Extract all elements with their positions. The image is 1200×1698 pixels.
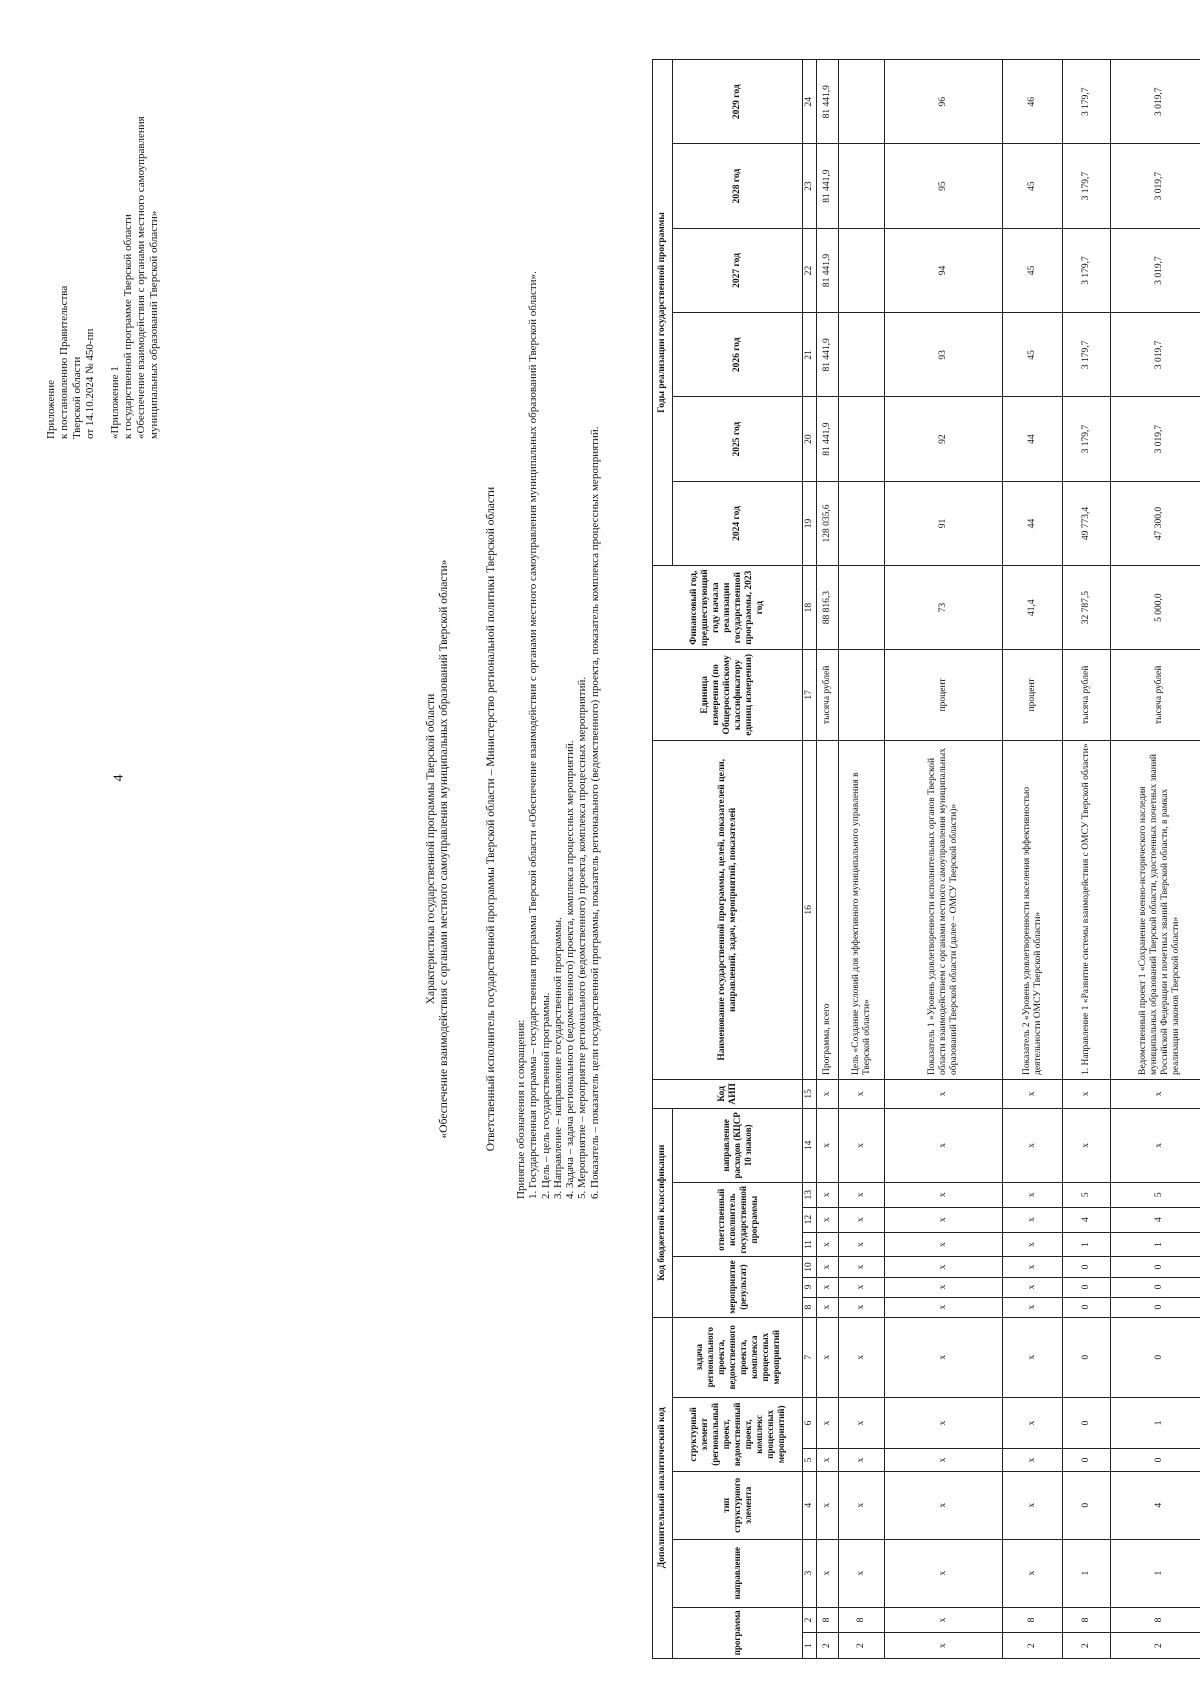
value-cell xyxy=(839,566,885,650)
row-name: 1. Направление 1 «Развитие системы взаимодействия с ОМСУ Тверской области» xyxy=(1063,740,1111,1079)
value-cell: 88 816,3 xyxy=(817,566,839,650)
code-cell: х xyxy=(1003,1317,1063,1397)
code-cell: 1 xyxy=(1063,1232,1111,1257)
code-cell: 2 xyxy=(839,1633,885,1659)
column-number: 13 xyxy=(803,1182,817,1207)
code-cell: х xyxy=(885,1257,1003,1277)
header-2029: 2029 год xyxy=(673,60,803,144)
code-cell: х xyxy=(1003,1182,1063,1207)
code-cell: х xyxy=(817,1397,839,1448)
abbreviations xyxy=(515,0,601,1199)
column-number: 21 xyxy=(803,313,817,397)
value-cell: 41,4 xyxy=(1003,566,1063,650)
column-number: 16 xyxy=(803,740,817,1079)
code-cell: х xyxy=(839,1257,885,1277)
page-number: 4 xyxy=(111,774,127,782)
note-line: от 14.10.2024 № 450-пп xyxy=(84,328,96,439)
code-cell: х xyxy=(839,1207,885,1232)
code-cell: х xyxy=(885,1108,1003,1182)
code-cell: х xyxy=(839,1232,885,1257)
code-cell: х xyxy=(885,1633,1003,1659)
header-fin-year: Финансовый год, предшествующий году начала реализации государственной программы, 2023 год xyxy=(653,566,803,650)
code-cell: 0 xyxy=(1111,1277,1200,1297)
column-number: 7 xyxy=(803,1317,817,1397)
column-number: 15 xyxy=(803,1080,817,1109)
header-direction: направление xyxy=(673,1539,803,1607)
header-unit: Единица измерения (по Общероссийскому классификатору единиц измерения) xyxy=(653,650,803,741)
code-cell: 0 xyxy=(1111,1449,1200,1472)
column-number: 4 xyxy=(803,1471,817,1539)
header-2028: 2028 год xyxy=(673,144,803,228)
row-unit: процент xyxy=(885,650,1003,741)
column-number: 23 xyxy=(803,144,817,228)
code-cell: х xyxy=(817,1108,839,1182)
code-cell: 8 xyxy=(1003,1607,1063,1633)
code-cell: х xyxy=(885,1182,1003,1207)
header-2024: 2024 год xyxy=(673,481,803,565)
column-number: 20 xyxy=(803,397,817,481)
header-type: тип структурного элемента xyxy=(673,1471,803,1539)
code-cell: 5 xyxy=(1063,1182,1111,1207)
code-cell: 0 xyxy=(1063,1449,1111,1472)
code-cell: х xyxy=(885,1080,1003,1109)
column-number: 6 xyxy=(803,1397,817,1448)
header-struct: структурный элемент (региональный проект, ведомственный проект, комплекс процессных мероприятий) xyxy=(673,1397,803,1471)
note-line: «Обеспечение взаимодействия с органами местного самоуправления xyxy=(135,116,147,439)
code-cell: 1 xyxy=(1111,1539,1200,1607)
code-cell: х xyxy=(1003,1207,1063,1232)
code-cell: 1 xyxy=(1111,1397,1200,1448)
value-cell: 3 179,7 xyxy=(1063,60,1111,144)
table-row xyxy=(1063,60,1111,1659)
header-2025: 2025 год xyxy=(673,397,803,481)
column-number: 1 xyxy=(803,1633,817,1659)
value-cell: 128 035,6 xyxy=(817,481,839,565)
code-cell: 4 xyxy=(1063,1207,1111,1232)
code-cell: 4 xyxy=(1111,1207,1200,1232)
value-cell: 92 xyxy=(885,397,1003,481)
code-cell: 8 xyxy=(817,1607,839,1633)
code-cell: х xyxy=(1063,1080,1111,1109)
header-2026: 2026 год xyxy=(673,313,803,397)
column-number: 18 xyxy=(803,566,817,650)
appendix-note xyxy=(45,59,161,439)
table-row xyxy=(817,60,839,1659)
value-cell: 94 xyxy=(885,228,1003,312)
value-cell: 91 xyxy=(885,481,1003,565)
code-cell: 0 xyxy=(1063,1471,1111,1539)
code-cell: х xyxy=(1003,1257,1063,1277)
code-cell: х xyxy=(839,1277,885,1297)
characteristics-table xyxy=(652,59,1200,1659)
abbr-line: 1. Государственная программа – государственная программа Тверской области «Обеспечение взаимодействия с органами местного самоуправления муниципальных образований Тверской области». xyxy=(527,271,540,1199)
header-expense: направление расходов (КЦСР 10 знаков) xyxy=(673,1108,803,1182)
code-cell: х xyxy=(817,1277,839,1297)
code-cell: х xyxy=(1003,1232,1063,1257)
code-cell: 0 xyxy=(1111,1257,1200,1277)
code-cell: 8 xyxy=(1111,1607,1200,1633)
header-aip: Код АИП xyxy=(653,1080,803,1109)
column-number: 3 xyxy=(803,1539,817,1607)
value-cell: 45 xyxy=(1003,144,1063,228)
value-cell: 47 300,0 xyxy=(1111,481,1200,565)
column-number: 5 xyxy=(803,1449,817,1472)
code-cell: х xyxy=(817,1182,839,1207)
code-cell: 0 xyxy=(1111,1317,1200,1397)
header-event: мероприятие (результат) xyxy=(673,1257,803,1317)
column-number: 8 xyxy=(803,1297,817,1317)
note-line: Приложение xyxy=(45,379,57,439)
value-cell: 96 xyxy=(885,60,1003,144)
code-cell: 0 xyxy=(1063,1257,1111,1277)
header-years: Годы реализации государственной программы xyxy=(653,60,673,566)
code-cell: х xyxy=(1003,1108,1063,1182)
code-cell: 0 xyxy=(1063,1277,1111,1297)
code-cell: х xyxy=(817,1232,839,1257)
code-cell: 2 xyxy=(1003,1633,1063,1659)
rotated-document xyxy=(45,29,1181,1669)
value-cell: 49 773,4 xyxy=(1063,481,1111,565)
value-cell: 3 179,7 xyxy=(1063,313,1111,397)
abbr-line: 6. Показатель – показатель цели государственной программы, показатель регионального (ведомственного) проекта, показатель комплекса процессных мероприятий. xyxy=(588,426,601,1199)
column-number: 10 xyxy=(803,1257,817,1277)
column-number: 17 xyxy=(803,650,817,741)
responsible-executor: Ответственный исполнитель государственной программы Тверской области – Министерство региональной политики Тверской области xyxy=(485,486,497,1152)
column-number: 24 xyxy=(803,60,817,144)
abbr-line: Принятые обозначения и сокращения: xyxy=(515,1019,527,1199)
code-cell: 8 xyxy=(1063,1607,1111,1633)
value-cell: 32 787,5 xyxy=(1063,566,1111,650)
code-cell: х xyxy=(817,1080,839,1109)
document-title xyxy=(425,29,451,1669)
value-cell: 93 xyxy=(885,313,1003,397)
value-cell xyxy=(839,144,885,228)
code-cell: х xyxy=(1003,1397,1063,1448)
abbr-line: 2. Цель – цель государственной программы. xyxy=(539,992,552,1199)
column-number: 14 xyxy=(803,1108,817,1182)
code-cell: х xyxy=(1111,1108,1200,1182)
title-line: «Обеспечение взаимодействия с органами местного самоуправления муниципальных образований Тверской области» xyxy=(438,559,450,1139)
code-cell: 1 xyxy=(1063,1539,1111,1607)
code-cell: х xyxy=(839,1182,885,1207)
row-unit: тысяча рублей xyxy=(1063,650,1111,741)
code-cell: х xyxy=(885,1607,1003,1633)
value-cell: 3 019,7 xyxy=(1111,144,1200,228)
code-cell: 0 xyxy=(1111,1297,1200,1317)
code-cell: 0 xyxy=(1063,1397,1111,1448)
code-cell: х xyxy=(885,1449,1003,1472)
value-cell xyxy=(839,228,885,312)
row-unit: тысяча рублей xyxy=(817,650,839,741)
row-name: Показатель 1 «Уровень удовлетворенности исполнительных органов Тверской области взаимодействием с органами местного самоуправления муниципальных образований Тверской области (далее – ОМСУ Тверской области)» xyxy=(885,740,1003,1079)
code-cell: х xyxy=(817,1539,839,1607)
code-cell: х xyxy=(817,1449,839,1472)
column-number: 19 xyxy=(803,481,817,565)
column-number: 12 xyxy=(803,1207,817,1232)
code-cell: х xyxy=(839,1317,885,1397)
value-cell: 45 xyxy=(1003,228,1063,312)
value-cell: 3 019,7 xyxy=(1111,228,1200,312)
code-cell: х xyxy=(817,1471,839,1539)
code-cell: х xyxy=(839,1449,885,1472)
code-cell: х xyxy=(1003,1449,1063,1472)
code-cell: х xyxy=(885,1297,1003,1317)
value-cell: 44 xyxy=(1003,397,1063,481)
note-line: муниципальных образований Тверской области» xyxy=(148,210,160,439)
table-body xyxy=(803,60,1200,1659)
value-cell xyxy=(839,60,885,144)
table-row xyxy=(885,60,1003,1659)
note-line: к постановлению Правительства xyxy=(58,285,70,439)
value-cell: 73 xyxy=(885,566,1003,650)
value-cell: 81 441,9 xyxy=(817,144,839,228)
code-cell: х xyxy=(885,1539,1003,1607)
value-cell: 95 xyxy=(885,144,1003,228)
value-cell: 3 179,7 xyxy=(1063,228,1111,312)
row-unit: процент xyxy=(1003,650,1063,741)
value-cell: 3 179,7 xyxy=(1063,397,1111,481)
code-cell: х xyxy=(885,1317,1003,1397)
header-name: Наименование государственной программы, целей, показателей цели, направлений, задач, мероприятий, показателей xyxy=(653,740,803,1079)
column-number: 9 xyxy=(803,1277,817,1297)
column-number: 11 xyxy=(803,1232,817,1257)
code-cell: 1 xyxy=(1111,1232,1200,1257)
code-cell: 0 xyxy=(1063,1297,1111,1317)
code-cell: х xyxy=(1063,1108,1111,1182)
code-cell: 4 xyxy=(1111,1471,1200,1539)
code-cell: 5 xyxy=(1111,1182,1200,1207)
row-name: Программа, всего xyxy=(817,740,839,1079)
value-cell: 3 019,7 xyxy=(1111,397,1200,481)
value-cell: 3 179,7 xyxy=(1063,144,1111,228)
value-cell: 45 xyxy=(1003,313,1063,397)
title-line: Характеристика государственной программы Тверской области xyxy=(425,693,437,1005)
table-row xyxy=(839,60,885,1659)
code-cell: х xyxy=(1003,1539,1063,1607)
code-cell: 8 xyxy=(839,1607,885,1633)
code-cell: 0 xyxy=(1063,1317,1111,1397)
value-cell: 3 019,7 xyxy=(1111,313,1200,397)
code-cell: х xyxy=(839,1297,885,1317)
code-cell: х xyxy=(817,1317,839,1397)
column-number: 22 xyxy=(803,228,817,312)
note-line: «Приложение 1 xyxy=(109,366,121,439)
code-cell: х xyxy=(839,1539,885,1607)
row-unit: тысяча рублей xyxy=(1111,650,1200,741)
code-cell: х xyxy=(839,1397,885,1448)
abbr-line: 4. Задача – задача регионального (ведомственного) проекта, комплекса процессных мероприятий. xyxy=(564,740,577,1199)
value-cell: 5 000,0 xyxy=(1111,566,1200,650)
code-cell: х xyxy=(817,1207,839,1232)
code-cell: х xyxy=(839,1471,885,1539)
row-unit xyxy=(839,650,885,741)
code-cell: 2 xyxy=(1111,1633,1200,1659)
code-cell: 2 xyxy=(817,1633,839,1659)
value-cell xyxy=(839,481,885,565)
note-line: к государственной программе Тверской области xyxy=(122,214,134,439)
table-row xyxy=(1003,60,1063,1659)
header-2027: 2027 год xyxy=(673,228,803,312)
code-cell: х xyxy=(1003,1080,1063,1109)
header-add-code: Дополнительный аналитический код xyxy=(653,1317,673,1658)
value-cell: 81 441,9 xyxy=(817,313,839,397)
header-program: программа xyxy=(673,1607,803,1658)
row-name: Цель «Создание условий для эффективного муниципального управления в Тверской области» xyxy=(839,740,885,1079)
code-cell: х xyxy=(885,1397,1003,1448)
code-cell: х xyxy=(839,1080,885,1109)
abbr-line: 5. Мероприятие – мероприятие регионального (ведомственного) проекта, комплекса процессных мероприятий. xyxy=(576,676,589,1199)
abbr-line: 3. Направление – направление государственной программы. xyxy=(551,917,564,1199)
value-cell xyxy=(839,313,885,397)
code-cell: х xyxy=(885,1232,1003,1257)
code-cell: х xyxy=(885,1207,1003,1232)
column-number: 2 xyxy=(803,1607,817,1633)
value-cell: 81 441,9 xyxy=(817,60,839,144)
value-cell: 44 xyxy=(1003,481,1063,565)
code-cell: х xyxy=(1111,1080,1200,1109)
note-line: Тверской области xyxy=(71,356,83,439)
value-cell: 46 xyxy=(1003,60,1063,144)
row-name: Ведомственный проект 1 «Сохранение военно-исторического наследия муниципальных образований Тверской области, удостоенных почетных званий Российской Федерации и почетных званий Тверской области, в рамках реализации законов Тверской области» xyxy=(1111,740,1200,1079)
header-budget-code: Код бюджетной классификации xyxy=(653,1108,673,1317)
code-cell: х xyxy=(817,1257,839,1277)
code-cell: 2 xyxy=(1063,1633,1111,1659)
value-cell: 3 019,7 xyxy=(1111,60,1200,144)
value-cell xyxy=(839,397,885,481)
table-row xyxy=(1111,60,1200,1659)
code-cell: х xyxy=(817,1297,839,1317)
header-task: задача регионального проекта, ведомственного проекта, комплекса процессных мероприятий xyxy=(673,1317,803,1397)
code-cell: х xyxy=(1003,1471,1063,1539)
code-cell: х xyxy=(1003,1297,1063,1317)
code-cell: х xyxy=(839,1108,885,1182)
code-cell: х xyxy=(1003,1277,1063,1297)
column-number-row xyxy=(803,60,817,1659)
header-executor: ответственный исполнитель государственной программы xyxy=(673,1182,803,1257)
row-name: Показатель 2 «Уровень удовлетворенности населения эффективностью деятельности ОМСУ Тверской области» xyxy=(1003,740,1063,1079)
code-cell: х xyxy=(885,1277,1003,1297)
code-cell: х xyxy=(885,1471,1003,1539)
value-cell: 81 441,9 xyxy=(817,397,839,481)
value-cell: 81 441,9 xyxy=(817,228,839,312)
